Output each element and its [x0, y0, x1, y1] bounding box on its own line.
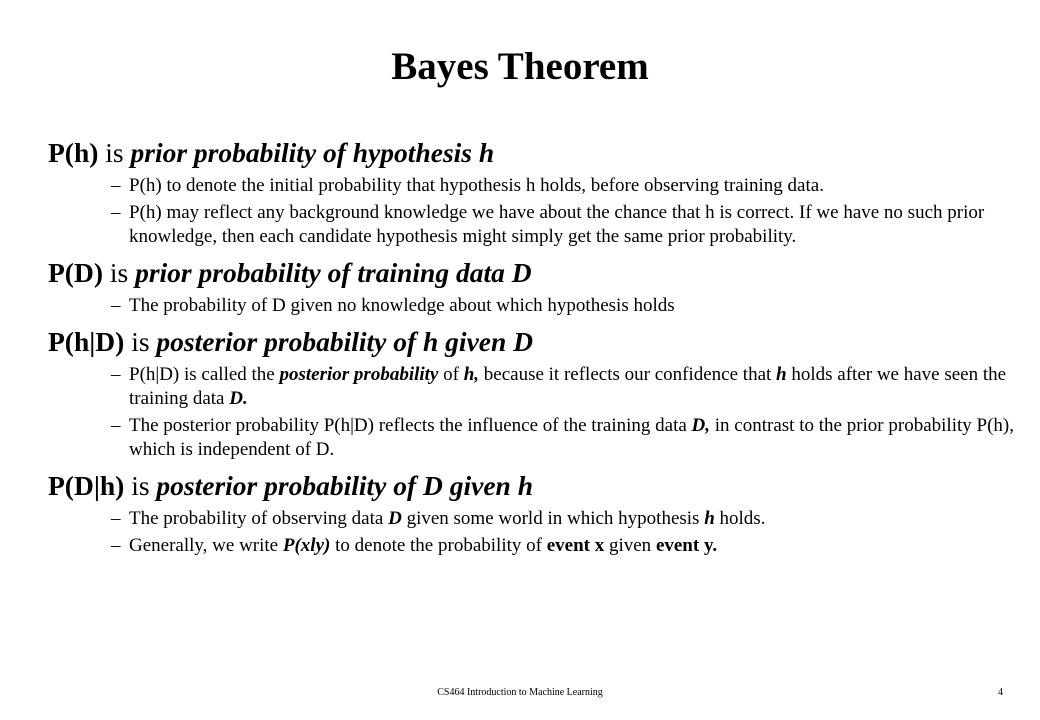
bullet-dash: – [111, 175, 121, 196]
section-heading [48, 135, 1018, 171]
bullet-list [48, 363, 1018, 462]
bullet-text: holds after we have seen the training data [129, 364, 1007, 409]
bullet-text: given some world in which hypothesis [401, 508, 705, 529]
bullet-bold-text: event x [546, 535, 605, 556]
section-is-word: is [131, 470, 150, 501]
bullet-item [48, 507, 1018, 531]
section-heading [48, 324, 1018, 360]
section-prior-h [48, 135, 1018, 249]
bullet-text: holds. [714, 508, 766, 529]
bullet-text: The probability of D given no knowledge about which hypothesis holds [129, 295, 675, 316]
bullet-item [48, 201, 1018, 249]
section-posterior-d-given-h [48, 468, 1018, 558]
bullet-bold-text: event y. [655, 535, 718, 556]
section-term: P(D|h) [48, 470, 125, 501]
section-description: prior probability of training data D [135, 257, 532, 288]
page-number: 4 [998, 687, 1003, 698]
bullet-dash: – [111, 508, 121, 529]
bullet-emphasis: posterior probability [279, 364, 439, 385]
bullet-item [48, 363, 1018, 411]
bullet-emphasis: D, [691, 415, 711, 436]
bullet-item [48, 294, 1018, 318]
bullet-dash: – [111, 364, 121, 385]
section-term: P(h|D) [48, 326, 125, 357]
bullet-list [48, 294, 1018, 318]
bullet-list [48, 174, 1018, 249]
bullet-emphasis: h [776, 364, 787, 385]
section-is-word: is [105, 137, 124, 168]
section-posterior-h-given-d [48, 324, 1018, 462]
bullet-text: P(h|D) is called the [129, 364, 280, 385]
section-heading [48, 468, 1018, 504]
bullet-text: to denote the probability of [330, 535, 547, 556]
bullet-dash: – [111, 415, 121, 436]
bullet-text: given [604, 535, 656, 556]
bullet-emphasis: D. [229, 388, 248, 409]
bullet-emphasis: P(xly) [282, 535, 331, 556]
section-heading [48, 255, 1018, 291]
bullet-text: because it reflects our confidence that [479, 364, 777, 385]
section-is-word: is [131, 326, 150, 357]
bullet-item [48, 414, 1018, 462]
bullet-text: of [438, 364, 464, 385]
bullet-item [48, 534, 1018, 558]
section-prior-d [48, 255, 1018, 318]
bullet-text: The probability of observing data [129, 508, 389, 529]
section-description: posterior probability of h given D [156, 326, 534, 357]
bullet-emphasis: h [704, 508, 715, 529]
bullet-text: in contrast to the prior probability P(h), which is independent of D. [129, 415, 1014, 460]
section-description: posterior probability of D given h [156, 470, 534, 501]
bullet-text: P(h) to denote the initial probability that hypothesis h holds, before observing training data. [129, 175, 824, 196]
bullet-emphasis: h, [463, 364, 480, 385]
bullet-text: The posterior probability P(h|D) reflects the influence of the training data [129, 415, 692, 436]
section-is-word: is [109, 257, 129, 288]
bullet-dash: – [111, 535, 121, 556]
footer-course-title: CS464 Introduction to Machine Learning [437, 687, 603, 698]
slide-content [48, 135, 1018, 564]
section-term: P(h) [48, 137, 99, 168]
bullet-dash: – [111, 202, 121, 223]
section-description: prior probability of hypothesis h [130, 137, 495, 168]
slide-title: Bayes Theorem [391, 45, 649, 88]
bullet-emphasis: D [388, 508, 402, 529]
bullet-text: P(h) may reflect any background knowledge we have about the chance that h is correct. If we have no such prior knowledge, then each candidate hypothesis might simply get the same prior probability. [129, 202, 985, 247]
section-term: P(D) [48, 257, 103, 288]
bullet-dash: – [111, 295, 121, 316]
bullet-list [48, 507, 1018, 558]
bullet-text: Generally, we write [129, 535, 283, 556]
bullet-item [48, 174, 1018, 198]
